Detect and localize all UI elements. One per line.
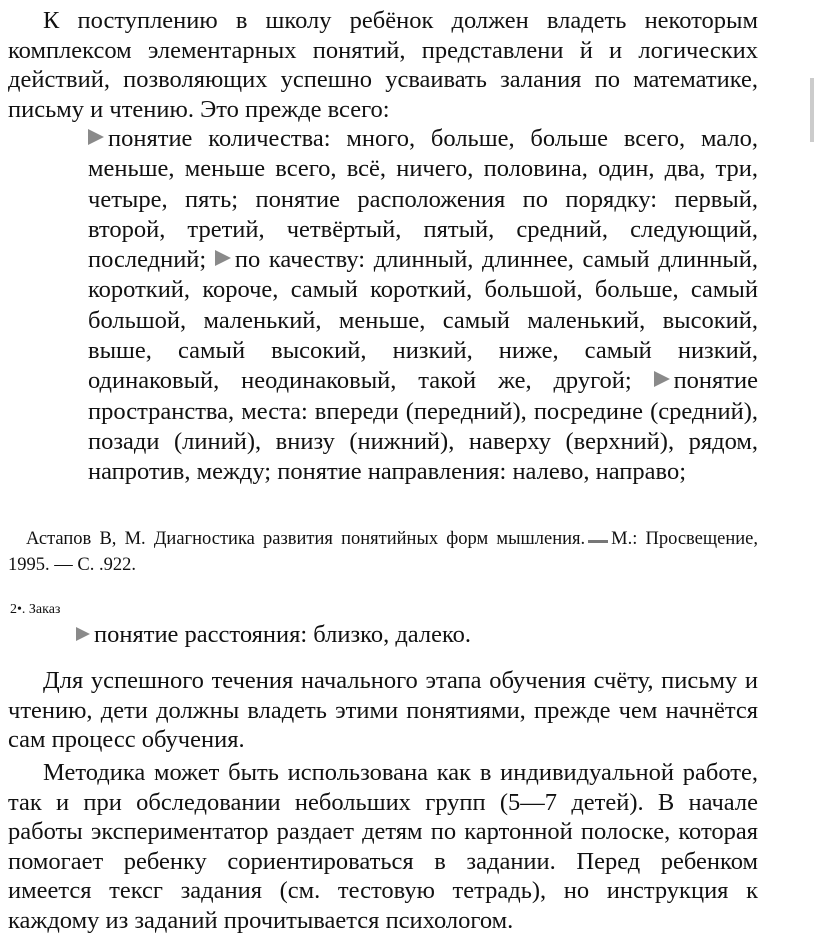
footnote-label: 2•. Заказ <box>10 602 61 617</box>
citation-part1: Астапов В, М. Диагностика развития понятийных форм мышления. <box>26 529 586 549</box>
concept-quality: по качеству: длинный, длиннее, самый длинный, короткий, короче, самый короткий, большой, больше, самый большой, маленький, меньше, самый маленький, высокий, выше, самый высокий, низкий, ниже, самый низкий, одинаковый, неодинаковый, такой же, другой; <box>88 246 758 395</box>
paragraph-3 <box>8 758 758 935</box>
concept-list <box>88 124 758 488</box>
citation <box>8 526 758 578</box>
arrow-bullet-icon <box>88 129 104 145</box>
page-edge-mark <box>810 78 814 142</box>
arrow-bullet-icon <box>76 627 90 641</box>
concept-space: понятие пространства, места: впереди (передний), посредине (средний), позади (линий), внизу (нижний), наверху (верхний), рядом, напротив, между; понятие направления: налево, направо; <box>88 367 758 486</box>
concept-quantity: понятие количества: много, больше, больше всего, мало, меньше, меньше всего, всё, ничего, половина, один, два, три, четыре, пять; понятие расположения по порядку: первый, второй, третий, четвёртый, пятый, средний, следующий, последний; <box>88 125 758 274</box>
intro-text: К поступлению в школу ребёнок должен владеть некоторым комплексом элементарных понятий, представлени й и логических действий, позволяющих успешно усваивать залания по математике, письму и чтению. Это прежде всего: <box>8 7 758 123</box>
distance-text: понятие расстояния: близко, далеко. <box>94 621 472 648</box>
distance-item <box>76 620 471 650</box>
paragraph-3-text: Методика может быть использована как в индивидуальной работе, так и при обследовании небольших групп (5—7 детей). В начале работы экспериментатор раздает детям по картонной полоске, которая помогает ребенку сориентироваться в задании. Перед ребенком имеется тексг задания (см. тестовую тетрадь), но инструкция к каждому из заданий прочитывается психологом. <box>8 759 758 934</box>
arrow-bullet-icon <box>654 371 670 387</box>
citation-part2: М.: Просвещение, 1995. — С. .922. <box>8 529 758 575</box>
dash-mark-icon <box>588 540 608 543</box>
paragraph-2-text: Для успешного течения начального этапа обучения счёту, письму и чтению, дети должны владеть этими понятиями, прежде чем начнётся сам процесс обучения. <box>8 667 758 753</box>
arrow-bullet-icon <box>215 250 231 266</box>
intro-paragraph <box>8 6 758 124</box>
paragraph-2 <box>8 666 758 755</box>
